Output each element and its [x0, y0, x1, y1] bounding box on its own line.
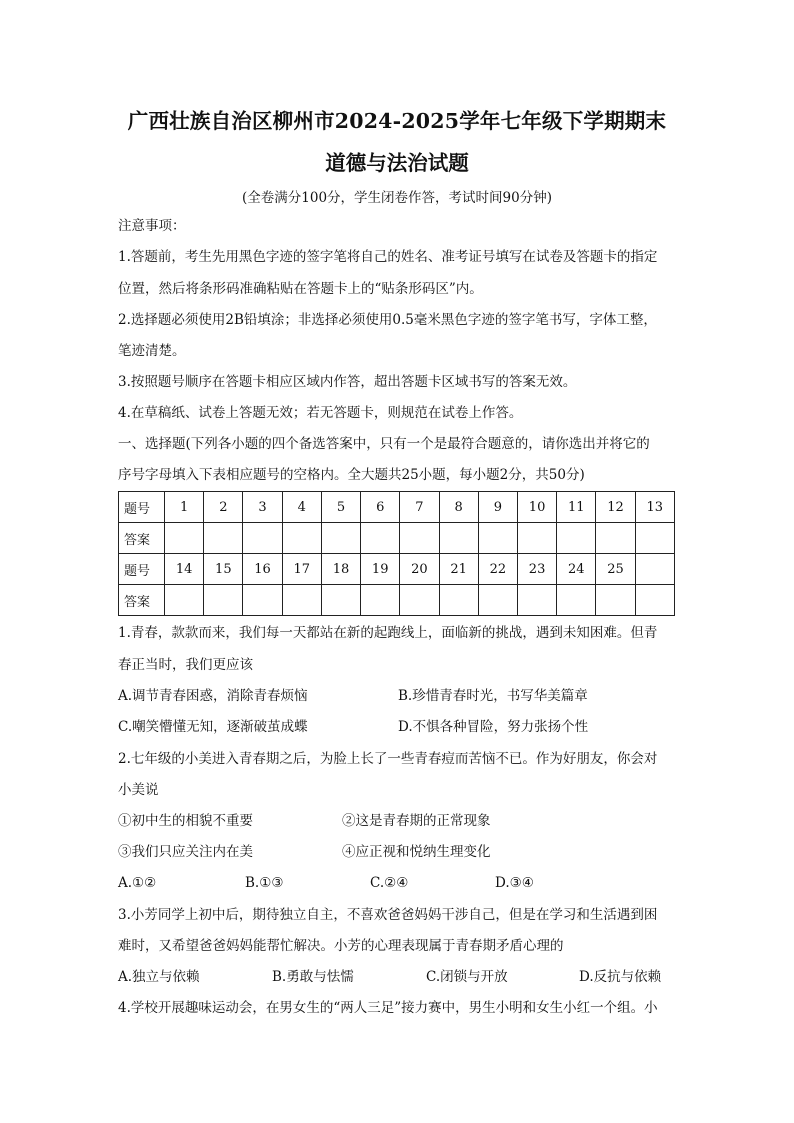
q2-item-4: ④应正视和悦纳生理变化: [342, 844, 491, 860]
question-1-stem: 春正当时，我们更应该: [118, 657, 253, 673]
question-4-stem: 4.学校开展趣味运动会，在男女生的“两人三足”接力赛中，男生小明和女生小红一个组。小: [118, 1000, 658, 1016]
q2-item-1: ①初中生的相貌不重要: [118, 813, 253, 829]
num-cell: 21: [439, 554, 478, 585]
answer-cell[interactable]: [478, 523, 517, 554]
answer-cell[interactable]: [321, 585, 360, 616]
answer-cell[interactable]: [282, 585, 321, 616]
q1-option-a: A.调节青春困惑，消除青春烦恼: [118, 688, 308, 704]
num-cell: 23: [517, 554, 556, 585]
num-cell: 15: [204, 554, 243, 585]
answer-cell[interactable]: [165, 523, 204, 554]
notice-line: 3.按照题号顺序在答题卡相应区域内作答，超出答题卡区域书写的答案无效。: [118, 374, 577, 390]
notice-line: 1.答题前，考生先用黑色字迹的签字笔将自己的姓名、准考证号填写在试卷及答题卡的指定: [118, 249, 658, 265]
num-cell: 4: [282, 492, 321, 523]
num-cell: 2: [204, 492, 243, 523]
answer-cell[interactable]: [165, 585, 204, 616]
answer-cell[interactable]: [204, 585, 243, 616]
answer-cell[interactable]: [517, 523, 556, 554]
exam-subtitle: (全卷满分100分，学生闭卷作答，考试时间90分钟): [242, 190, 552, 206]
answer-cell[interactable]: [361, 523, 400, 554]
answer-cell[interactable]: [596, 523, 635, 554]
answer-table: [118, 491, 675, 616]
q2-option-a: A.①②: [118, 875, 157, 891]
question-1-stem: 1.青春，款款而来，我们每一天都站在新的起跑线上，面临新的挑战，遇到未知困难。但青: [118, 625, 658, 641]
answer-cell[interactable]: [321, 523, 360, 554]
answer-cell[interactable]: [439, 523, 478, 554]
num-cell: 9: [478, 492, 517, 523]
num-cell: 14: [165, 554, 204, 585]
notice-heading: 注意事项：: [118, 218, 186, 234]
num-cell: 22: [478, 554, 517, 585]
question-3-stem: 3.小芳同学上初中后，期待独立自主，不喜欢爸爸妈妈干涉自己，但是在学习和生活遇到困: [118, 907, 658, 923]
num-cell: 10: [517, 492, 556, 523]
table-row: [119, 554, 675, 585]
answer-cell[interactable]: [282, 523, 321, 554]
ans-label-cell: 答案: [119, 585, 165, 616]
notice-line: 笔迹清楚。: [118, 343, 186, 359]
num-cell: 18: [321, 554, 360, 585]
question-2-stem: 小美说: [118, 782, 159, 798]
question-3-stem: 难时，又希望爸爸妈妈能帮忙解决。小芳的心理表现属于青春期矛盾心理的: [118, 938, 564, 954]
q3-option-b: B.勇敢与怯懦: [272, 969, 354, 985]
answer-cell[interactable]: [557, 585, 596, 616]
answer-cell[interactable]: [361, 585, 400, 616]
num-cell: 12: [596, 492, 635, 523]
num-cell: 13: [635, 492, 674, 523]
answer-cell[interactable]: [439, 585, 478, 616]
table-row: [119, 523, 675, 554]
answer-cell[interactable]: [243, 585, 282, 616]
q1-option-b: B.珍惜青春时光，书写华美篇章: [398, 688, 588, 704]
num-cell: [635, 554, 674, 585]
question-2-stem: 2.七年级的小美进入青春期之后，为脸上长了一些青春痘而苦恼不已。作为好朋友，你会对: [118, 751, 658, 767]
q2-option-b: B.①③: [245, 875, 284, 891]
q2-option-c: C.②④: [370, 875, 409, 891]
answer-cell[interactable]: [204, 523, 243, 554]
answer-cell[interactable]: [557, 523, 596, 554]
num-cell: 6: [361, 492, 400, 523]
notice-line: 4.在草稿纸、试卷上答题无效；若无答题卡，则规范在试卷上作答。: [118, 405, 523, 421]
q1-option-d: D.不惧各种冒险，努力张扬个性: [398, 719, 589, 735]
ans-label-cell: 答案: [119, 523, 165, 554]
num-cell: 16: [243, 554, 282, 585]
num-label-cell: 题号: [119, 492, 165, 523]
answer-cell[interactable]: [243, 523, 282, 554]
answer-cell[interactable]: [517, 585, 556, 616]
num-cell: 25: [596, 554, 635, 585]
notice-line: 2.选择题必须使用2B铅填涂；非选择必须使用0.5毫米黑色字迹的签字笔书写，字体工整，: [118, 312, 657, 328]
table-row: [119, 585, 675, 616]
q2-item-3: ③我们只应关注内在美: [118, 844, 253, 860]
num-cell: 7: [400, 492, 439, 523]
num-cell: 17: [282, 554, 321, 585]
num-cell: 20: [400, 554, 439, 585]
answer-cell[interactable]: [635, 523, 674, 554]
num-cell: 19: [361, 554, 400, 585]
q3-option-c: C.闭锁与开放: [426, 969, 508, 985]
q1-option-c: C.嘲笑懵懂无知，逐渐破茧成蝶: [118, 719, 308, 735]
num-cell: 11: [557, 492, 596, 523]
answer-cell[interactable]: [400, 585, 439, 616]
num-cell: 1: [165, 492, 204, 523]
section-instruction: 一、选择题(下列各小题的四个备选答案中，只有一个是最符合题意的，请你选出并将它的: [118, 436, 650, 452]
num-cell: 5: [321, 492, 360, 523]
num-cell: 8: [439, 492, 478, 523]
q3-option-a: A.独立与依赖: [118, 969, 200, 985]
num-label-cell: 题号: [119, 554, 165, 585]
answer-cell[interactable]: [596, 585, 635, 616]
answer-cell[interactable]: [478, 585, 517, 616]
exam-title-line2: 道德与法治试题: [325, 151, 469, 175]
q3-option-d: D.反抗与依赖: [579, 969, 662, 985]
table-row: [119, 492, 675, 523]
num-cell: 3: [243, 492, 282, 523]
exam-title-line1: 广西壮族自治区柳州市2024-2025学年七年级下学期期末: [127, 109, 667, 133]
notice-line: 位置，然后将条形码准确粘贴在答题卡上的“贴条形码区”内。: [118, 281, 483, 297]
q2-item-2: ②这是青春期的正常现象: [342, 813, 491, 829]
q2-option-d: D.③④: [495, 875, 534, 891]
section-instruction: 序号字母填入下表相应题号的空格内。全大题共25小题，每小题2分，共50分): [118, 467, 585, 483]
answer-cell: [635, 585, 674, 616]
num-cell: 24: [557, 554, 596, 585]
answer-cell[interactable]: [400, 523, 439, 554]
